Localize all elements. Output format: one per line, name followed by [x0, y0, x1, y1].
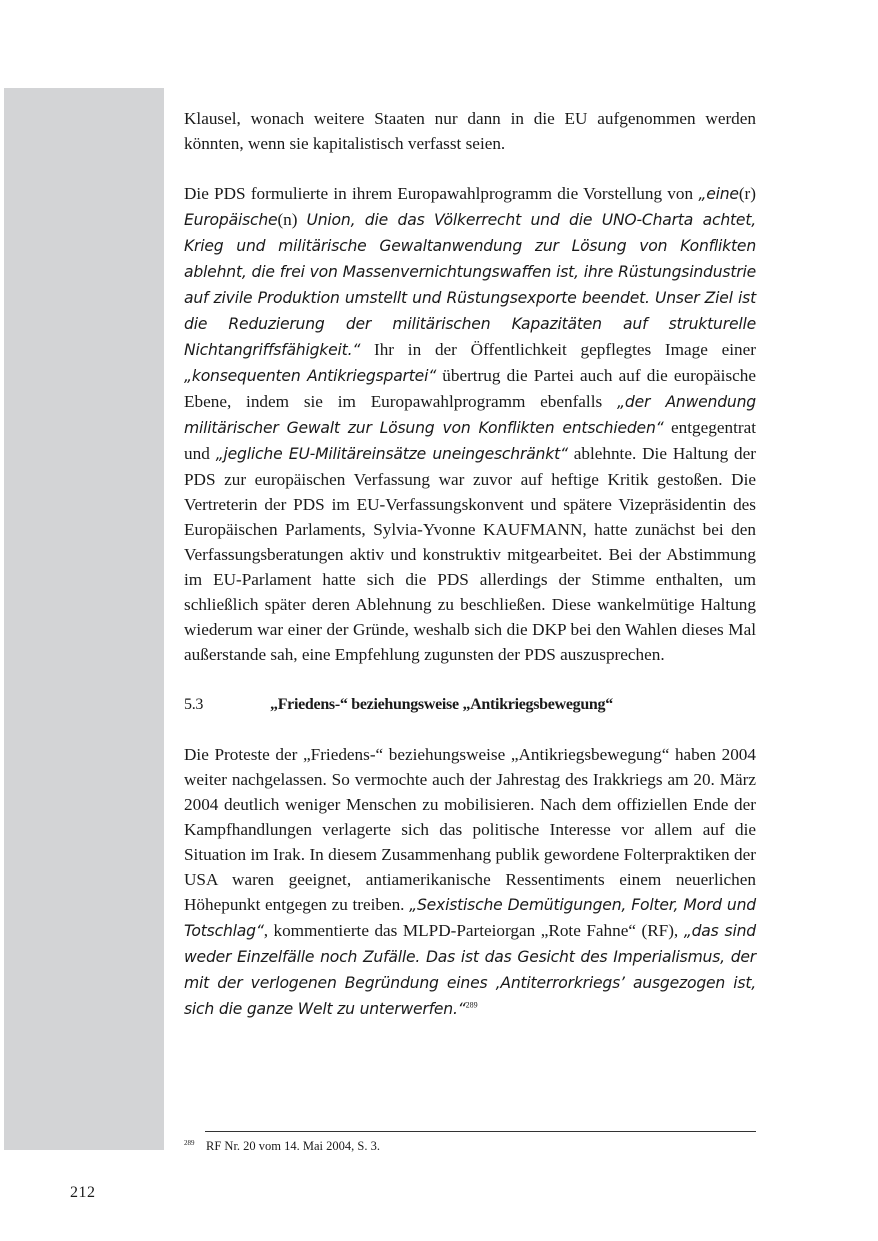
text-run: ablehnte. Die Haltung der PDS zur europäischen Verfassung war zuvor auf heftige Kritik gestoßen. Die Vertreterin der PDS im EU-Verfassungskonvent und spätere Vizepräsidentin des Europäischen Parlaments, Sylvia-Yvonne KAUFMANN, hatte zunächst bei den Verfassungsberatungen aktiv und konstruktiv mitgearbeitet. Bei der Abstimmung im EU-Parlament hatte sich die PDS allerdings der Stimme enthalten, um schließlich später deren Ablehnung zu beschließen. Diese wankelmütige Haltung wiederum war einer der Gründe, weshalb sich die DKP bei den Wahlen dieses Mal außerstande sah, eine Empfehlung zugunsten der PDS auszusprechen.: [184, 444, 757, 664]
quote-run: Union, die das Völkerrecht und die UNO-Charta achtet, Krieg und militärische Gewaltanwendung zur Lösung von Konflikten ablehnt, die frei von Massenvernichtungswaffen ist, ihre Rüstungsindustrie auf zivile Produktion umstellt und Rüstungsexporte beendet. Unser Ziel ist die Reduzierung der militärischen Kapazitäten auf strukturelle Nichtangriffsfähigkeit.“: [184, 211, 756, 359]
text-run: Ihr in der Öffentlichkeit gepflegtes Image einer: [360, 340, 756, 359]
section-number: 5.3: [184, 696, 204, 713]
quote-run: „das sind weder Einzelfälle noch Zufälle. Das ist das Gesicht des Imperialismus, der mit der verlogenen Begründung eines ‚Antiterrorkriegs’ ausgezogen ist, sich die ganze Welt zu unterwerfen.“: [184, 922, 756, 1018]
text-run: (n): [277, 210, 307, 229]
paragraph-gap: [184, 717, 756, 742]
page-body: [184, 106, 756, 1022]
paragraph-continuation: Klausel, wonach weitere Staaten nur dann in die EU aufgenommen werden könnten, wenn sie kapitalistisch verfasst seien.: [184, 109, 756, 153]
text-run: (r): [738, 184, 756, 203]
paragraph-pds: [184, 181, 756, 667]
section-heading: [184, 692, 756, 717]
text-run: , kommentierte das MLPD-Parteiorgan „Rote Fahne“ (RF),: [263, 921, 684, 940]
quote-run: „eine: [698, 185, 739, 203]
text-run: übertrug die Partei auch auf die europäische Ebene, indem sie im Europawahlprogramm ebenfalls: [184, 366, 756, 411]
footnote-text: RF Nr. 20 vom 14. Mai 2004, S. 3.: [206, 1139, 380, 1153]
page-margin-band: [4, 88, 164, 1150]
quote-run: „der Anwendung militärischer Gewalt zur Lösung von Konflikten entschieden“: [184, 393, 756, 437]
footnote: [184, 1138, 756, 1154]
quote-run: Europäische: [184, 211, 278, 229]
text-run: Die Proteste der „Friedens-“ beziehungsweise „Antikriegsbewegung“ haben 2004 weiter nachgelassen. So vermochte auch der Jahrestag des Irakkriegs am 20. März 2004 deutlich weniger Menschen zu mobilisieren. Nach dem offiziellen Ende der Kampfhandlungen verlagerte sich das politische Interesse vor allem auf die Situation im Irak. In diesem Zusammenhang publik gewordene Folterpraktiken der USA waren geeignet, antiamerikanische Ressentiments einem neuerlichen Höhepunkt entgegen zu treiben.: [184, 745, 756, 914]
paragraph-protests: [184, 742, 756, 1022]
section-title: „Friedens-“ beziehungsweise „Antikriegsbewegung“: [270, 696, 613, 713]
footnote-reference[interactable]: 289: [465, 1000, 478, 1010]
quote-run: „Sexistische Demütigungen, Folter, Mord und Totschlag“: [184, 896, 756, 940]
footnote-number: 289: [184, 1139, 195, 1147]
text-run: Die PDS formulierte in ihrem Europawahlprogramm die Vorstellung von: [184, 184, 699, 203]
quote-run: „konsequenten Antikriegspartei“: [184, 367, 437, 385]
text-run: entgegentrat und: [184, 418, 756, 463]
quote-run: „jegliche EU-Militäreinsätze uneingeschränkt“: [215, 445, 568, 463]
paragraph-gap: [184, 156, 756, 181]
footnote-separator: [205, 1131, 756, 1132]
paragraph-gap: [184, 667, 756, 692]
page-number: 212: [70, 1184, 96, 1201]
